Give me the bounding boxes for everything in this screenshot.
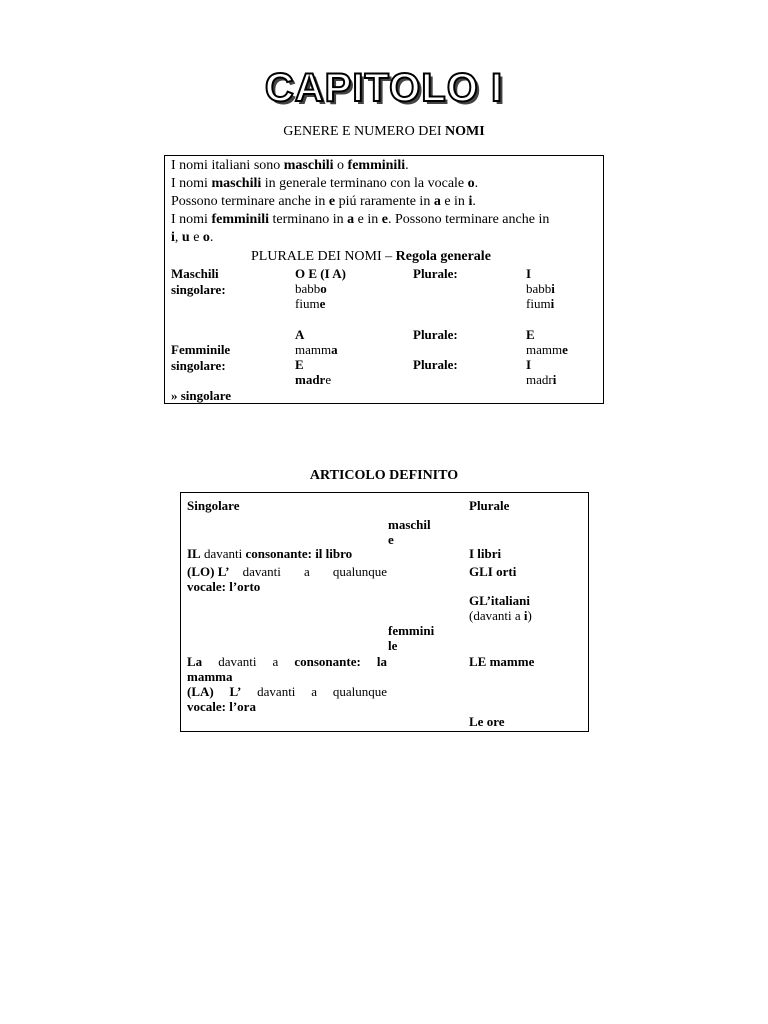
babbi: babbi bbox=[526, 281, 555, 296]
footer-note: » singolare bbox=[171, 388, 232, 403]
subtitle-bold: NOMI bbox=[445, 124, 485, 139]
masc-label: Maschili singolare: bbox=[171, 266, 226, 297]
section-subtitle bbox=[0, 124, 768, 140]
le-ore: Le ore bbox=[469, 714, 505, 729]
chapter-title: CAPITOLO I bbox=[264, 66, 504, 110]
mamma: mamma bbox=[295, 342, 338, 357]
plurale-label-3: Plurale: bbox=[413, 357, 458, 372]
madri: madri bbox=[526, 372, 557, 387]
articolo-title: ARTICOLO DEFINITO bbox=[309, 468, 459, 483]
femminile-label: femmini le bbox=[388, 623, 435, 653]
fem-plural-i: I bbox=[526, 357, 532, 372]
la-row-2: mamma bbox=[187, 669, 233, 684]
babbo: babbo bbox=[295, 281, 327, 296]
davanti-a-i: (davanti a i) bbox=[469, 608, 532, 623]
fiumi: fiumi bbox=[526, 296, 555, 311]
col-singolare: Singolare bbox=[187, 498, 240, 513]
intro-line-1: I nomi italiani sono maschili o femminili. bbox=[171, 158, 409, 173]
la2-row: (LA) L’ davanti a qualunque bbox=[187, 684, 387, 699]
madre: madre bbox=[295, 372, 332, 387]
plural-heading: PLURALE DEI NOMI – Regola generale bbox=[251, 249, 491, 264]
mamme: mamme bbox=[526, 342, 568, 357]
fem-label: Femminile singolare: bbox=[171, 342, 231, 373]
masc-plural-ending: I bbox=[526, 266, 532, 281]
gl-italiani: GL’italiani bbox=[469, 593, 530, 608]
fiume: fiume bbox=[295, 296, 326, 311]
i-libri: I libri bbox=[469, 546, 502, 561]
le-mamme: LE mamme bbox=[469, 654, 535, 669]
plurale-label-1: Plurale: bbox=[413, 266, 458, 281]
la2-row-2: vocale: l’ora bbox=[187, 699, 256, 714]
col-plurale: Plurale bbox=[469, 498, 510, 513]
fem-plural-e: E bbox=[526, 327, 535, 342]
il-row: IL davanti consonante: il libro bbox=[187, 546, 353, 561]
intro-line-2: I nomi maschili in generale terminano con la vocale o. bbox=[171, 176, 479, 191]
lo-row: (LO) L’ davanti a qualunque bbox=[187, 564, 387, 579]
fem-ending-e: E bbox=[295, 357, 304, 372]
plurale-label-2: Plurale: bbox=[413, 327, 458, 342]
subtitle-plain: GENERE E NUMERO DEI bbox=[283, 124, 446, 139]
intro-line-4: I nomi femminili terminano in a e in e. Possono terminare anche in bbox=[171, 212, 550, 227]
la-row: La davanti a consonante: la bbox=[187, 654, 387, 669]
lo-row-2: vocale: l’orto bbox=[187, 579, 261, 594]
intro-line-3: Possono terminare anche in e piú raramente in a e in i. bbox=[171, 194, 476, 209]
maschile-label: maschil e bbox=[388, 517, 431, 547]
masc-endings: O E (I A) bbox=[295, 266, 346, 281]
gli-orti: GLI orti bbox=[469, 564, 517, 579]
intro-line-5: i, u e o. bbox=[171, 230, 214, 245]
fem-ending-a: A bbox=[295, 327, 305, 342]
